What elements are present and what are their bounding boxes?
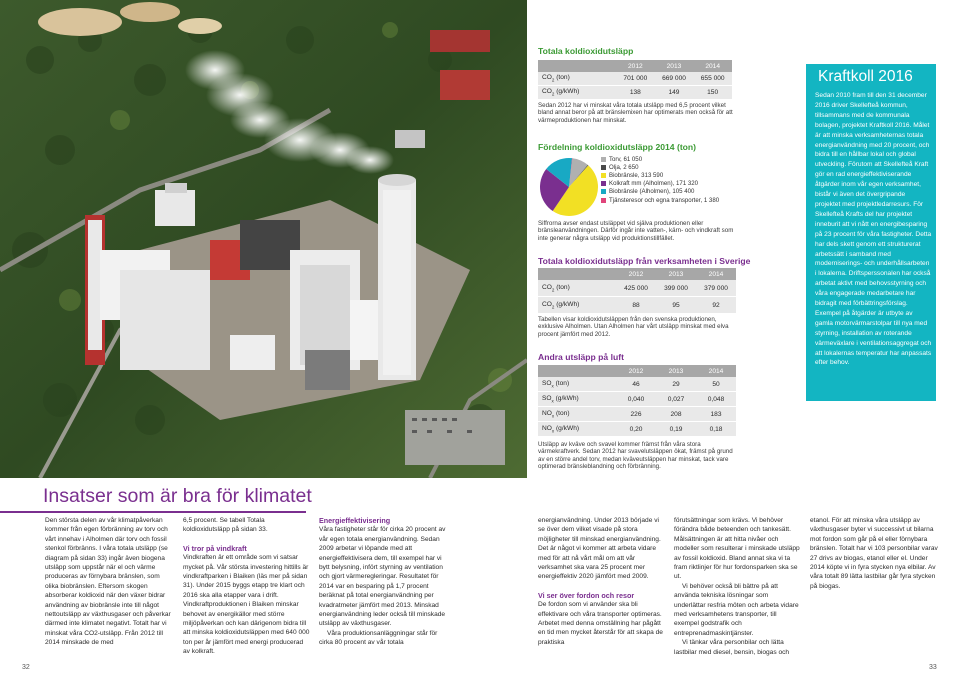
legend-swatch [601,189,606,194]
year-header: 2014 [696,365,736,377]
body-text: etanol. För att minska våra utsläpp av växthusgaser byter vi successivt ut bilarna mot fordon som går på el eller förnybara bränslen. Totalt har vi 103 personbilar varav 27 drivs av biogas, etanol eller el. Under 2014 köpte vi in fyra stycken nya elbilar. Av våra totalt 89 lätta lastbilar går fyra stycken på biogas. [810,517,938,590]
title-divider [0,511,306,513]
totala-table [538,60,732,100]
body-text: förutsättningar som krävs. Vi behöver förändra både beteenden och tankesätt. Målsättningen är att hitta nivåer och modeller som resulterar i minskade utsläpp av fossil koldioxid. Bland annat ska vi ta fram riktlinjer för hur fordonsparken ska se ut. [674,517,800,581]
legend-item [601,171,719,179]
kraftkoll-title: Kraftkoll 2016 [818,68,913,85]
legend-swatch [601,181,606,186]
table-row: $CO_2$ (ton) 701 000 669 000 655 000 [538,72,732,86]
body-column-2 [183,516,310,657]
body-column-4 [538,516,665,647]
table-row: $NO_x$ (g/kWh) 0,20 0,19 0,18 [538,422,736,437]
body-column-1 [45,516,173,648]
legend-item [601,188,719,196]
year-header: 2014 [693,60,732,72]
body-text: Vi behöver också bli bättre på att använda tekniska lösningar som underlättar resfria möten och arbeta vidare med verksamhetens transporter, till exempel godstrafik och entreprenadmaskintjänster. [674,582,799,637]
legend-label: Biobränsle, 313 590 [609,171,664,179]
sverige-table [538,268,736,314]
sverige-title: Totala koldioxidutsläpp från verksamheten i Sverige [538,256,751,266]
body-text: Vi tänkar våra personbilar och lätta lastbilar med diesel, bensin, biogas och [674,639,790,656]
fordelning-note: Siffrorna avser endast utsläppet vid själva produktionen eller bränsleanvändningen. Därför ingår inte vatten-, kärn- och vindkraft som inte generar några utsläpp vid produktionstillfället. [538,220,734,242]
andra-title: Andra utsläpp på luft [538,352,624,362]
legend-swatch [601,165,606,170]
body-text: energianvändning. Under 2013 började vi se över dem vilket visade på stora möjligheter till minskad energianvändning. Det är något vi kommer att arbeta vidare med för att nå vårt mål om att vår verksamhet ska vara 25 procent mer energieffektiv 2020 jämfört med 2009. [538,517,661,581]
legend-item [601,180,719,188]
kraftkoll-text: Sedan 2010 fram till den 31 december 2016 driver Skellefteå kommun, tillsammans med de kommunala bolagen, projektet Kraftkoll 2016. Målet är att minska verksamheternas totala energianvändning med 20 procent, och bidra till en hållbar lokal och global utveckling. Förutom att Skellefteå Kraft gör en rad energieffektiviserande åtgärder inom vår egen verksamhet, bistår vi även det övergripande projektet med projektledarresurs. För Skellefteå Krafts del har projektet inneburit att vi nått en energibesparing på 23 procent för våra fastigheter. Detta har dels skett genom ett strukturerat arbetssätt i samband med moderniserings- och underhållsarbeten i lokalerna. Driftsperssonalen har också arbetat aktivt med behovsstyrning och våra engagerade medarbetare har bidragit med förbättringsförslag. Exempel på åtgärder är utbyte av gamla motorvärmarstolpar till nya med styrning, installation av roterande värmeväxlare i ventilationsaggregat och att lokalernas temperatur har anpassats efter behov. [815,92,932,367]
aerial-power-plant-photo [0,0,527,478]
andra-note: Utsläpp av kväve och svavel kommer främst från våra stora värmekraftverk. Sedan 2012 har svavelutsläppen ökat, främst på grund av en större andel torv, medan kväveutsläppen har minskat, tack vare optimerad bränsleblandning och förbränning. [538,441,733,471]
page-number-right: 33 [929,664,937,671]
table-row: $SO_x$ (g/kWh) 0,040 0,027 0,048 [538,392,736,407]
body-column-3 [319,516,446,648]
totala-note: Sedan 2012 har vi minskat våra totala utsläpp med 6,5 procent vilket bland annat beror på att bränslemixen har optimerats men också för att värmeproduktionen har minskat. [538,102,733,124]
table-row: $SO_x$ (ton) 46 29 50 [538,377,736,392]
year-header: 2012 [616,268,656,280]
table-row: $CO_2$ (g/kWh) 88 95 92 [538,297,736,314]
year-header: 2013 [656,365,696,377]
body-text: Våra produktionsanläggningar står för cirka 80 procent av vår totala [319,629,438,647]
table-row: $CO_2$ (g/kWh) 138 149 150 [538,86,732,100]
body-text: Våra fastigheter står för cirka 20 procent av vår egen totala energianvändning. Sedan 2009 arbetar vi löpande med att energieffektivisera dem, till exempel har vi bytt belysning, infört styrning av ventilation och gjort värmeregleringar. Resultatet för 2014 var en besparing på 1,7 procent beräknat på total energianvändning per kvadratmeter jämfört med 2013. Minskad energianvändning leder också till minskade utsläpp av växthusgaser. [319,526,446,628]
subheading: Energieffektivisering [319,516,391,525]
andra-table [538,365,736,437]
year-header: 2012 [616,365,656,377]
pie-legend [601,155,719,204]
legend-label: Torv, 61 050 [609,155,643,163]
year-header: 2012 [616,60,655,72]
body-column-6 [810,516,940,591]
body-text: Den största delen av vår klimatpåverkan kommer från egen förbränning av torv och vårt innehav i Alholmen där torv och fossil stenkol förbränns. I våra totala utsläpp (se diagram på sidan 33) ingår även biogena utsläpp som uppstår när el och värme produceras av förnybara bränslen, som olika biobränslen. Eftersom skogen absorberar koldioxid när den växer bidrar användning av biobränsle inte till något nettoutsläpp av växthusgaser och påverkar därmed inte klimatet negativt. Totalt har vi minskat våra CO2-utsläpp. Från 2012 till 2014 minskade de med [45,517,171,647]
legend-swatch [601,198,606,203]
body-text: 6,5 procent. Se tabell Totala koldioxidutsläpp på sidan 33. [183,517,268,534]
legend-item [601,155,719,163]
legend-swatch [601,173,606,178]
year-header: 2013 [656,268,696,280]
kraftkoll-box [806,64,936,401]
legend-swatch [601,157,606,162]
body-text: Vindkraften är ett område som vi satsar mycket på. Vår största investering hittills är vindkraftparken i Blaiken (läs mer på sidan 31). Under 2015 byggs etapp tre klart och 2016 ska alla etapper vara i drift. Vindkraftproduktionen i Blaiken minskar behovet av energikällor med större miljöpåverkan och kan därigenom bidra till att minska koldioxidutsläppen med 640 000 ton per år jämfört med energi producerad av kolkraft. [183,554,310,656]
body-column-5 [674,516,801,657]
page-number-left: 32 [22,664,30,671]
table-row: $CO_2$ (ton) 425 000 399 000 379 000 [538,280,736,297]
subheading: Vi ser över fordon och resor [538,590,635,600]
legend-label: Tjänsteresor och egna transporter, 1 380 [609,196,720,204]
section-title: Insatser som är bra för klimatet [43,485,312,507]
fordelning-title: Fördelning koldioxidutsläpp 2014 (ton) [538,142,697,152]
legend-item [601,163,719,171]
year-header: 2014 [696,268,736,280]
table-row: $NO_x$ (ton) 226 208 183 [538,407,736,422]
year-header: 2013 [655,60,694,72]
sverige-note: Tabellen visar koldioxidutsläppen från den svenska produktionen, exklusive Alholmen. Utan Alholmen har vårt utsläpp minskat med elva procent jämfört med 2012. [538,316,729,338]
body-text: De fordon som vi använder ska bli effektivare och våra transporter optimeras. Arbetet med denna omställning har pågått en tid men mycket återstår för att skapa de praktiska [538,601,663,646]
legend-item [601,196,719,204]
legend-label: Olja, 2 650 [609,163,639,171]
subheading: Vi tror på vindkraft [183,543,247,553]
legend-label: Kolkraft mm (Alholmen), 171 320 [609,180,699,188]
legend-label: Biobränsle (Alholmen), 105 400 [609,188,695,196]
totala-title: Totala koldioxidutsläpp [538,46,634,56]
